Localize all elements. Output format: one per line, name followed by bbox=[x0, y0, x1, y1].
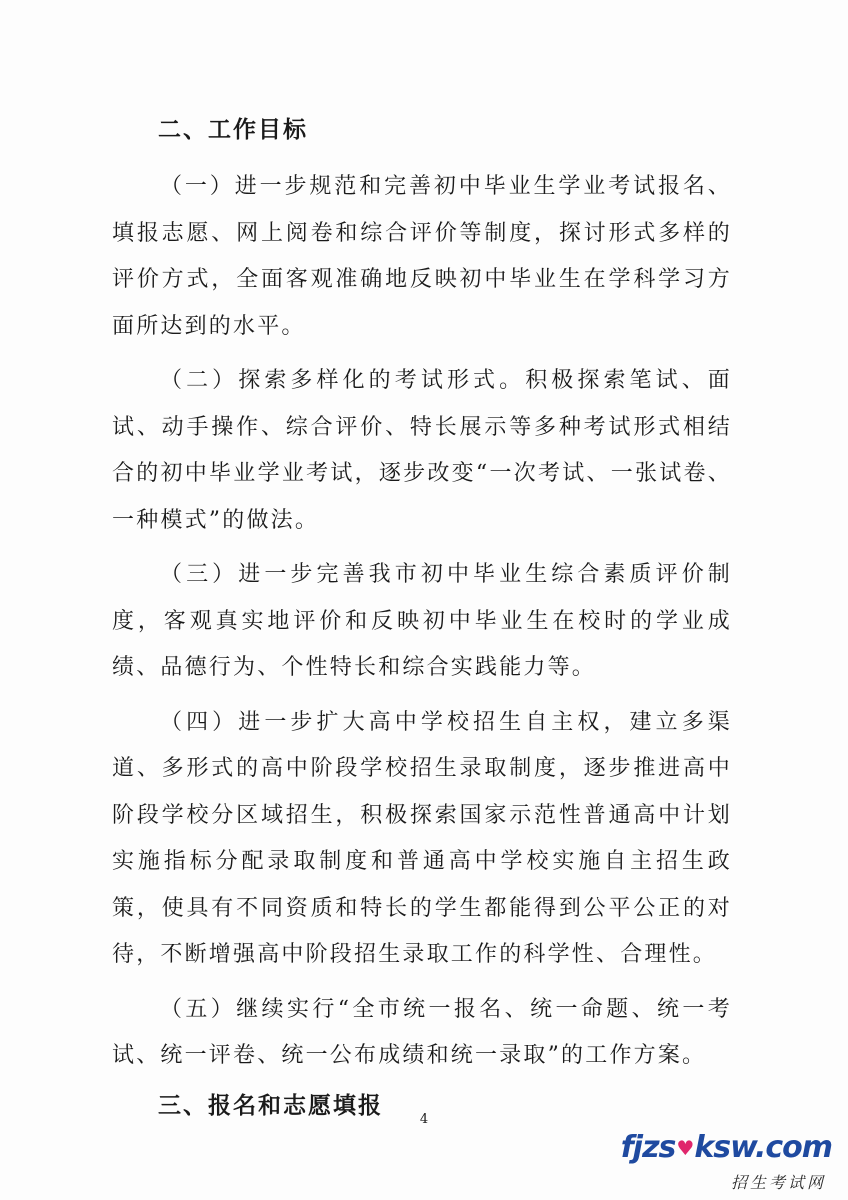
page-number: 4 bbox=[419, 1112, 429, 1127]
site-watermark-logo bbox=[620, 1130, 832, 1194]
watermark-logo-text bbox=[621, 1130, 832, 1165]
document-body bbox=[112, 112, 732, 1140]
goal-paragraph-5: （五）继续实行“全市统一报名、统一命题、统一考试、统一评卷、统一公布成绩和统一录取”的工作方案。 bbox=[112, 996, 732, 1068]
watermark-logo-part1: fjzs bbox=[620, 1130, 676, 1165]
heart-icon: ♥ bbox=[676, 1135, 694, 1160]
section-heading-goals: 二、工作目标 bbox=[158, 117, 308, 143]
section-heading-registration: 三、报名和志愿填报 bbox=[158, 1092, 383, 1119]
watermark-subtitle: 招生考试网 bbox=[730, 1173, 826, 1192]
goal-paragraph-4: （四）进一步扩大高中学校招生自主权，建立多渠道、多形式的高中阶段学校招生录取制度，逐步推进高中阶段学校分区域招生，积极探索国家示范性普通高中计划实施指标分配录取制度和普通高中学校实施自主招生政策，使具有不同资质和特长的学生都能得到公平公正的对待，不断增强高中阶段招生录取工作的科学性、合理性。 bbox=[112, 709, 732, 967]
watermark-logo-part2: ksw.com bbox=[694, 1130, 832, 1165]
goal-paragraph-2: （二）探索多样化的考试形式。积极探索笔试、面试、动手操作、综合评价、特长展示等多种考试形式相结合的初中毕业学业考试，逐步改变“一次考试、一张试卷、一种模式”的做法。 bbox=[112, 368, 732, 533]
goal-paragraph-1: （一）进一步规范和完善初中毕业生学业考试报名、填报志愿、网上阅卷和综合评价等制度，探讨形式多样的评价方式，全面客观准确地反映初中毕业生在学科学习方面所达到的水平。 bbox=[112, 174, 732, 339]
goal-paragraph-3: （三）进一步完善我市初中毕业生综合素质评价制度，客观真实地评价和反映初中毕业生在校时的学业成绩、品德行为、个性特长和综合实践能力等。 bbox=[112, 562, 732, 680]
